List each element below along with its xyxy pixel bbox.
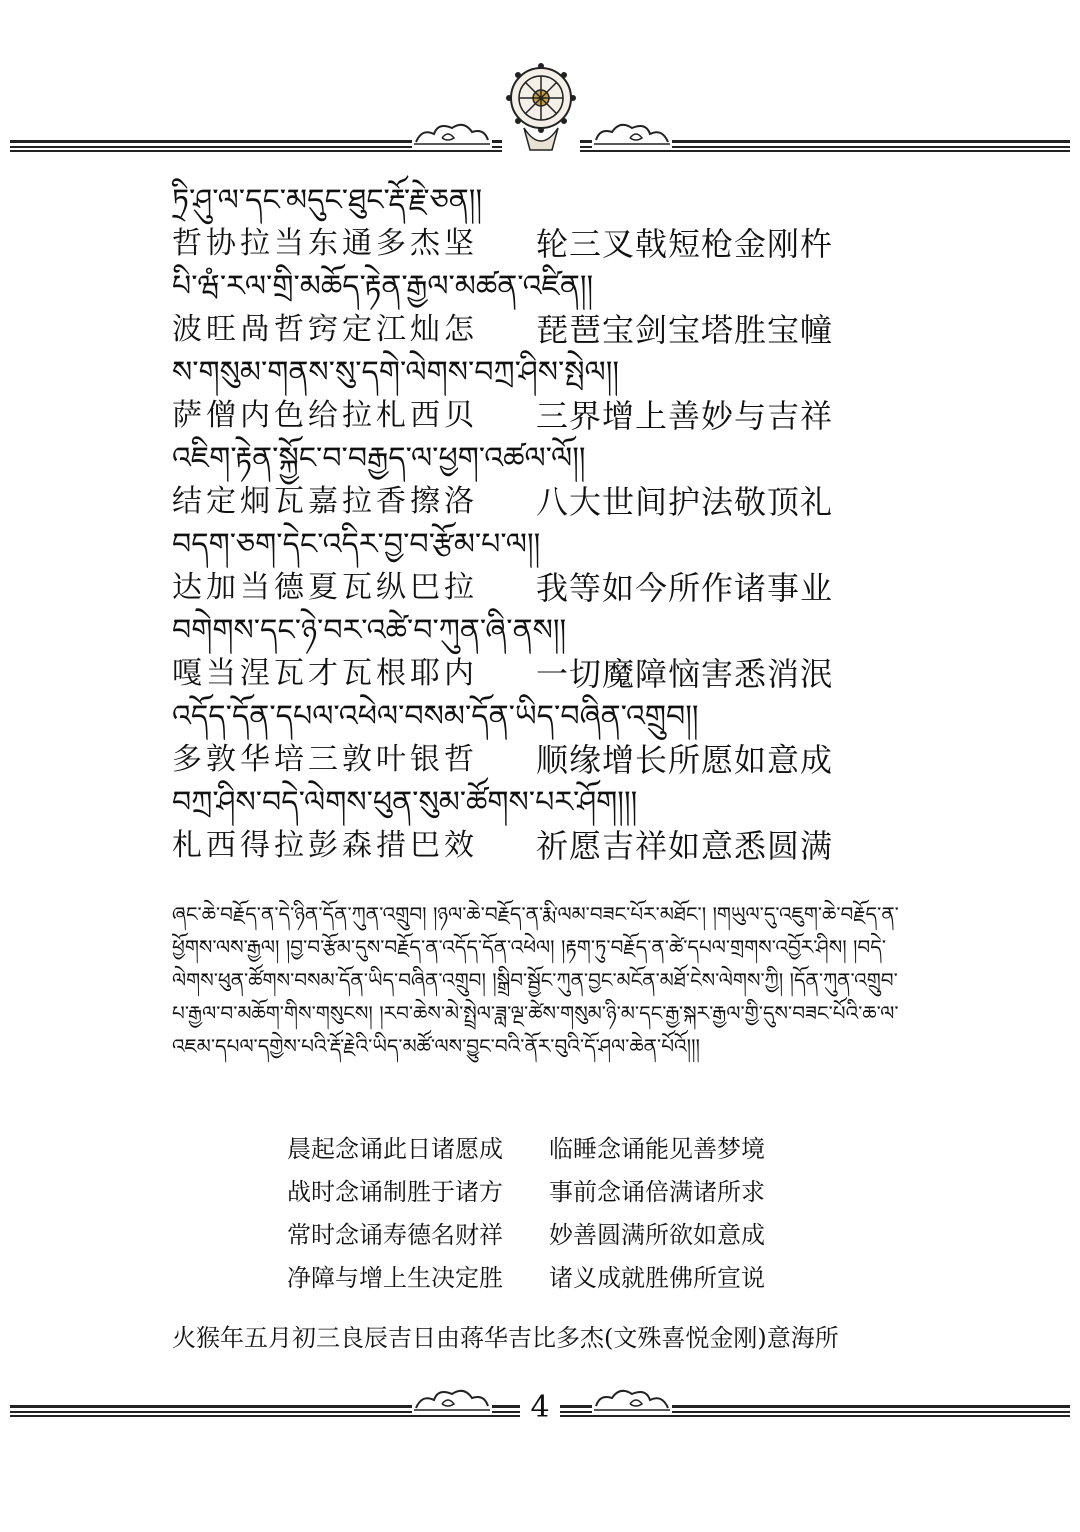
verse-pair <box>172 222 892 266</box>
transliteration-line: 结定炯瓦嘉拉香擦洛 <box>172 484 478 519</box>
tibetan-verse-line: ས་གསུམ་གནས་སུ་དགེ་ལེགས་བཀྲ་ཤིས་སྤེལ།། <box>172 355 620 390</box>
chinese-translation-line: 我等如今所作诸事业 <box>536 569 834 607</box>
benefit-left: 常时念诵寿德名财祥 <box>287 1221 503 1249</box>
benefit-left: 晨起念诵此日诸愿成 <box>287 1135 503 1163</box>
chinese-translation-line: 八大世间护法敬顶礼 <box>536 483 834 521</box>
verse-pair <box>172 480 892 524</box>
transliteration-line: 哲协拉当东通多杰坚 <box>172 226 478 261</box>
transliteration-line: 多敦华培三敦叶银哲 <box>172 742 478 777</box>
benefit-row <box>287 1214 765 1257</box>
benefit-row <box>287 1171 765 1214</box>
chinese-translation-line: 轮三叉戟短枪金刚杵 <box>536 225 834 263</box>
recitation-benefits <box>287 1128 765 1300</box>
cloud-ornament-icon <box>592 118 672 148</box>
benefit-row <box>287 1257 765 1300</box>
benefit-right: 事前念诵倍满诸所求 <box>549 1178 765 1206</box>
chinese-translation-line: 三界增上善妙与吉祥 <box>536 397 834 435</box>
tibetan-verse-line: བགེགས་དང་ཉེ་བར་འཚེ་བ་ཀུན་ཞི་ནས།། <box>172 613 567 648</box>
verse-pair <box>172 824 892 868</box>
page-number: 4 <box>520 1388 560 1428</box>
chinese-translation-line: 祈愿吉祥如意悉圆满 <box>536 827 834 865</box>
cloud-ornament-icon <box>412 1384 492 1414</box>
benefit-right: 临睡念诵能见善梦境 <box>549 1135 765 1163</box>
tibetan-colophon: ཞང་ཆེ་བརྗོད་ན་དེ་ཉིན་དོན་ཀུན་འགྲུབ། །ཉལ་ཆེ་བརྗོད་ན་རྨི་ལམ་བཟང་པོར་མཐོང་། །གཡུལ་དུ་འཇུག་ཆེ་བརྗོད་ན་ཕྱོགས་ལས་རྒྱལ། །བྱ་བ་རྩོམ་དུས་བརྗོད་ན་འདོད་དོན་འཕེལ། །རྟག་ཏུ་བརྗོད་ན་ཚེ་དཔལ་གྲགས་འབྱོར་ཤིས། །བདེ་ལེགས་ཕུན་ཚོགས་བསམ་དོན་ཡིད་བཞིན་འགྲུབ། །སྒྲིབ་སྦྱོང་ཀུན་བྱང་མངོན་མཐོ་ངེས་ལེགས་ཀྱི། །དོན་ཀུན་འགྲུབ་པ་རྒྱལ་བ་མཆོག་གིས་གསུངས། །རབ་ཆེས་མེ་སྤྲེལ་ཟླ་ལྔ་ཚེས་གསུམ་ཉི་མ་དང་རྒྱ་སྐར་རྒྱལ་གྱི་དུས་བཟང་པོའི་ཆ་ལ་འཇམ་དཔལ་དགྱེས་པའི་རྡོ་རྗེའི་ཡིད་མཚོ་ལས་བྱུང་བའི་ནོར་བུའི་དོ་ཤལ་ཆེན་པོའོ།།། <box>172 902 899 1058</box>
tibetan-verse-line: བཀྲ་ཤིས་བདེ་ལེགས་ཕུན་སུམ་ཚོགས་པར་ཤོག།།། <box>172 785 638 820</box>
transliteration-line: 札西得拉彭森措巴效 <box>172 828 478 863</box>
transliteration-line: 萨僧内色给拉札西贝 <box>172 398 478 433</box>
cloud-ornament-icon <box>412 118 492 148</box>
transliteration-line: 嘎当涅瓦才瓦根耶内 <box>172 656 478 691</box>
tibetan-verse-line: པི་ཝཾ་རལ་གྲི་མཆོད་རྟེན་རྒྱལ་མཚན་འཛིན།། <box>172 269 594 304</box>
verse-pair <box>172 738 892 782</box>
benefit-left: 战时念诵制胜于诸方 <box>287 1178 503 1206</box>
transliteration-line: 达加当德夏瓦纵巴拉 <box>172 570 478 605</box>
benefit-row <box>287 1128 765 1171</box>
tibetan-verse-line: ཏྲི་ཤུ་ལ་དང་མདུང་ཐུང་རྡོ་རྗེ་ཅན།། <box>172 183 483 218</box>
verse-pair <box>172 308 892 352</box>
author-line: 火猴年五月初三良辰吉日由蒋华吉比多杰(文殊喜悦金刚)意海所 <box>172 1324 839 1352</box>
cloud-ornament-icon <box>592 1384 672 1414</box>
benefit-right: 诸义成就胜佛所宣说 <box>549 1264 765 1292</box>
chinese-translation-line: 一切魔障恼害悉消泯 <box>536 655 834 693</box>
benefit-right: 妙善圆满所欲如意成 <box>549 1221 765 1249</box>
chinese-translation-line: 琵琶宝剑宝塔胜宝幢 <box>536 311 834 349</box>
tibetan-verse-line: འཇིག་རྟེན་སྐྱོང་བ་བརྒྱད་ལ་ཕྱག་འཚལ་ལོ།། <box>172 441 586 476</box>
verse-pair <box>172 566 892 610</box>
dharma-wheel-icon <box>502 62 580 154</box>
tibetan-verse-line: བདག་ཅག་དེང་འདིར་བྱ་བ་རྩོམ་པ་ལ།། <box>172 527 541 562</box>
transliteration-line: 波旺咼哲窍定江灿怎 <box>172 312 478 347</box>
benefit-left: 净障与增上生决定胜 <box>287 1264 503 1292</box>
chinese-translation-line: 顺缘增长所愿如意成 <box>536 741 834 779</box>
verse-pair <box>172 652 892 696</box>
verse-block <box>172 180 892 868</box>
verse-pair <box>172 394 892 438</box>
tibetan-verse-line: འདོད་དོན་དཔལ་འཕེལ་བསམ་དོན་ཡིད་བཞིན་འགྲུབ།། <box>172 699 699 734</box>
